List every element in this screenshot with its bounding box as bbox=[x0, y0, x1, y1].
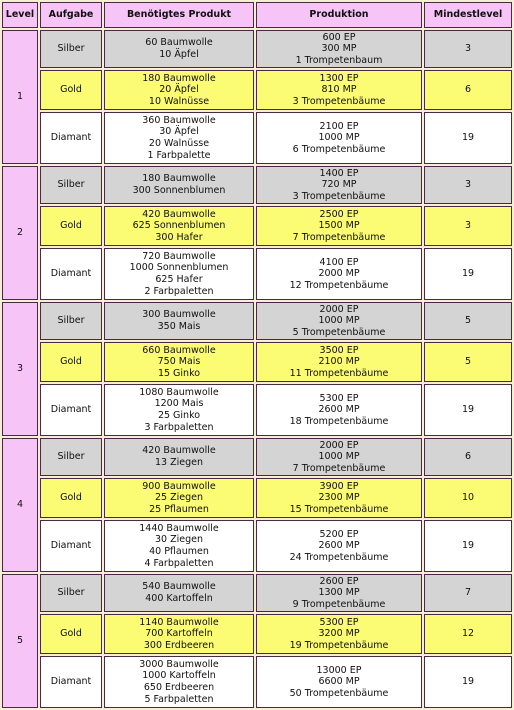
table-row bbox=[2, 30, 512, 68]
produktion-line: 810 MP bbox=[321, 84, 357, 96]
mindestlevel-cell: 3 bbox=[424, 206, 512, 246]
produktion-line: 2000 EP bbox=[319, 439, 359, 451]
produkt-cell bbox=[104, 614, 254, 654]
produkt-line: 400 Kartoffeln bbox=[145, 593, 213, 604]
table-row bbox=[2, 342, 512, 382]
aufgabe-cell: Silber bbox=[40, 302, 102, 340]
produkt-line: 25 Ginko bbox=[157, 410, 201, 421]
produktion-cell bbox=[256, 70, 422, 110]
produktion-line: 3900 EP bbox=[319, 480, 359, 492]
produktion-line: 9 Trompetenbäume bbox=[292, 598, 386, 610]
produktion-line: 3 Trompetenbäume bbox=[292, 190, 386, 202]
table-row bbox=[2, 70, 512, 110]
mindestlevel-cell: 3 bbox=[424, 30, 512, 68]
produktion-line: 5200 EP bbox=[319, 528, 359, 540]
produktion-line: 2000 EP bbox=[319, 303, 359, 315]
produkt-cell bbox=[104, 206, 254, 246]
produktion-cell bbox=[256, 30, 422, 68]
produktion-line: 15 Trompetenbäume bbox=[289, 503, 389, 515]
produktion-cell bbox=[256, 342, 422, 382]
produktion-line: 13000 EP bbox=[316, 664, 362, 676]
produktion-line: 4100 EP bbox=[319, 256, 359, 268]
produkt-line: 1000 Sonnenblumen bbox=[129, 262, 229, 274]
aufgabe-cell: Gold bbox=[40, 206, 102, 246]
table-row bbox=[2, 656, 512, 708]
mindestlevel-cell: 19 bbox=[424, 656, 512, 708]
produktion-line: 24 Trompetenbäume bbox=[289, 551, 389, 563]
produktion-cell bbox=[256, 478, 422, 518]
produktion-line: 2500 EP bbox=[319, 208, 359, 220]
mindestlevel-cell: 5 bbox=[424, 342, 512, 382]
produktion-line: 19 Trompetenbäume bbox=[289, 639, 389, 651]
produkt-line: 625 Hafer bbox=[155, 274, 203, 285]
aufgabe-cell: Silber bbox=[40, 438, 102, 476]
produkt-line: 750 Mais bbox=[157, 356, 201, 368]
produkt-line: 1140 Baumwolle bbox=[139, 616, 219, 628]
aufgabe-cell: Silber bbox=[40, 574, 102, 612]
produkt-line: 1080 Baumwolle bbox=[139, 386, 219, 398]
table-row bbox=[2, 302, 512, 340]
produkt-line: 1000 Kartoffeln bbox=[142, 670, 216, 682]
produktion-line: 1000 MP bbox=[318, 451, 360, 463]
produktion-line: 1000 MP bbox=[318, 315, 360, 327]
produktion-line: 5300 EP bbox=[319, 616, 359, 628]
produkt-cell bbox=[104, 478, 254, 518]
produktion-line: 6600 MP bbox=[318, 676, 360, 688]
produktion-line: 7 Trompetenbäume bbox=[292, 231, 386, 243]
aufgabe-cell: Diamant bbox=[40, 656, 102, 708]
produkt-line: 20 Walnüsse bbox=[148, 138, 210, 149]
produkt-line: 900 Baumwolle bbox=[142, 480, 216, 492]
produktion-cell bbox=[256, 520, 422, 572]
produkt-line: 30 Ziegen bbox=[155, 534, 203, 546]
produkt-line: 350 Mais bbox=[157, 321, 201, 332]
produkt-line: 60 Baumwolle bbox=[145, 37, 213, 49]
produkt-line: 300 Baumwolle bbox=[142, 309, 216, 321]
produktion-line: 1000 MP bbox=[318, 132, 360, 144]
aufgabe-cell: Diamant bbox=[40, 112, 102, 164]
aufgabe-cell: Gold bbox=[40, 614, 102, 654]
produkt-line: 300 Erdbeeren bbox=[143, 639, 215, 651]
produkt-line: 30 Äpfel bbox=[159, 126, 199, 138]
produkt-line: 420 Baumwolle bbox=[142, 208, 216, 220]
produkt-cell bbox=[104, 342, 254, 382]
produkt-line: 1200 Mais bbox=[154, 398, 204, 410]
produktion-line: 11 Trompetenbäume bbox=[289, 367, 389, 379]
produktion-line: 3 Trompetenbäume bbox=[292, 95, 386, 107]
produkt-line: 700 Kartoffeln bbox=[145, 628, 213, 640]
aufgabe-cell: Silber bbox=[40, 166, 102, 204]
produkt-line: 40 Pflaumen bbox=[149, 546, 209, 557]
produktion-cell bbox=[256, 166, 422, 204]
produktion-line: 12 Trompetenbäume bbox=[289, 279, 389, 291]
produkt-line: 15 Ginko bbox=[157, 367, 201, 379]
mindestlevel-cell: 6 bbox=[424, 438, 512, 476]
mindestlevel-cell: 10 bbox=[424, 478, 512, 518]
produktion-line: 1300 MP bbox=[318, 587, 360, 599]
table-row bbox=[2, 206, 512, 246]
produkt-cell bbox=[104, 384, 254, 436]
produktion-line: 720 MP bbox=[321, 179, 357, 191]
mindestlevel-cell: 12 bbox=[424, 614, 512, 654]
produktion-line: 2600 MP bbox=[318, 404, 360, 416]
produkt-line: 3 Farbpaletten bbox=[144, 421, 214, 433]
produkt-line: 3000 Baumwolle bbox=[139, 658, 219, 670]
produkt-line: 420 Baumwolle bbox=[142, 445, 216, 457]
produktion-cell bbox=[256, 574, 422, 612]
produktion-line: 1500 MP bbox=[318, 220, 360, 232]
level-cell: 5 bbox=[2, 574, 38, 708]
produkt-cell bbox=[104, 574, 254, 612]
level-cell: 4 bbox=[2, 438, 38, 572]
table-row bbox=[2, 574, 512, 612]
produkt-line: 25 Ziegen bbox=[155, 492, 203, 504]
aufgabe-cell: Diamant bbox=[40, 520, 102, 572]
produkt-line: 20 Äpfel bbox=[159, 84, 199, 96]
aufgabe-cell: Diamant bbox=[40, 248, 102, 300]
table-row bbox=[2, 384, 512, 436]
produktion-cell bbox=[256, 384, 422, 436]
produkt-line: 4 Farbpaletten bbox=[144, 557, 214, 569]
produktion-line: 2600 MP bbox=[318, 540, 360, 552]
produkt-line: 540 Baumwolle bbox=[142, 581, 216, 593]
aufgabe-cell: Diamant bbox=[40, 384, 102, 436]
produktion-line: 300 MP bbox=[321, 43, 357, 55]
produkt-line: 660 Baumwolle bbox=[142, 344, 216, 356]
produkt-cell bbox=[104, 656, 254, 708]
produktion-line: 1 Trompetenbaum bbox=[295, 54, 383, 66]
aufgabe-cell: Gold bbox=[40, 342, 102, 382]
header-level: Level bbox=[2, 2, 38, 28]
produktion-line: 7 Trompetenbäume bbox=[292, 462, 386, 474]
produktion-cell bbox=[256, 206, 422, 246]
produkt-cell bbox=[104, 112, 254, 164]
produkt-line: 1440 Baumwolle bbox=[139, 522, 219, 534]
produktion-cell bbox=[256, 656, 422, 708]
produkt-line: 625 Sonnenblumen bbox=[132, 220, 226, 232]
produkt-line: 300 Hafer bbox=[155, 231, 203, 243]
mindestlevel-cell: 7 bbox=[424, 574, 512, 612]
table-row bbox=[2, 248, 512, 300]
produkt-line: 720 Baumwolle bbox=[142, 250, 216, 262]
mindestlevel-cell: 19 bbox=[424, 248, 512, 300]
produktion-line: 2300 MP bbox=[318, 492, 360, 504]
mindestlevel-cell: 19 bbox=[424, 112, 512, 164]
produktion-line: 18 Trompetenbäume bbox=[289, 415, 389, 427]
produktion-line: 2000 MP bbox=[318, 268, 360, 280]
aufgabe-cell: Silber bbox=[40, 30, 102, 68]
table-row bbox=[2, 438, 512, 476]
produktion-cell bbox=[256, 614, 422, 654]
header-produkt: Benötigtes Produkt bbox=[104, 2, 254, 28]
produktion-line: 3200 MP bbox=[318, 628, 360, 640]
table-row bbox=[2, 478, 512, 518]
produktion-line: 1400 EP bbox=[319, 167, 359, 179]
produktion-cell bbox=[256, 248, 422, 300]
produkt-cell bbox=[104, 166, 254, 204]
table-row bbox=[2, 520, 512, 572]
produkt-cell bbox=[104, 302, 254, 340]
table-row bbox=[2, 112, 512, 164]
header-mindestlevel: Mindestlevel bbox=[424, 2, 512, 28]
produktion-line: 3500 EP bbox=[319, 344, 359, 356]
mindestlevel-cell: 5 bbox=[424, 302, 512, 340]
produktion-line: 50 Trompetenbäume bbox=[289, 687, 389, 699]
produkt-line: 650 Erdbeeren bbox=[143, 682, 215, 693]
mindestlevel-cell: 19 bbox=[424, 384, 512, 436]
aufgabe-cell: Gold bbox=[40, 70, 102, 110]
produktion-line: 2600 EP bbox=[319, 575, 359, 587]
mindestlevel-cell: 19 bbox=[424, 520, 512, 572]
produkt-cell bbox=[104, 30, 254, 68]
header-produktion: Produktion bbox=[256, 2, 422, 28]
table-row bbox=[2, 166, 512, 204]
produkt-line: 10 Äpfel bbox=[159, 49, 199, 60]
mindestlevel-cell: 3 bbox=[424, 166, 512, 204]
produkt-cell bbox=[104, 438, 254, 476]
produktion-line: 2100 MP bbox=[318, 356, 360, 368]
produkt-line: 25 Pflaumen bbox=[149, 503, 209, 515]
produkt-line: 180 Baumwolle bbox=[142, 72, 216, 84]
produkt-cell bbox=[104, 70, 254, 110]
produktion-line: 5300 EP bbox=[319, 392, 359, 404]
produktion-line: 1300 EP bbox=[319, 72, 359, 84]
mindestlevel-cell: 6 bbox=[424, 70, 512, 110]
produktion-line: 2100 EP bbox=[319, 120, 359, 132]
header-row bbox=[2, 2, 512, 28]
produkt-line: 300 Sonnenblumen bbox=[132, 185, 226, 196]
produktion-cell bbox=[256, 112, 422, 164]
aufgabe-cell: Gold bbox=[40, 478, 102, 518]
level-cell: 2 bbox=[2, 166, 38, 300]
table-row bbox=[2, 614, 512, 654]
level-cell: 1 bbox=[2, 30, 38, 164]
header-aufgabe: Aufgabe bbox=[40, 2, 102, 28]
produkt-cell bbox=[104, 248, 254, 300]
produkt-line: 13 Ziegen bbox=[155, 457, 203, 468]
level-cell: 3 bbox=[2, 302, 38, 436]
produkt-line: 5 Farbpaletten bbox=[144, 693, 214, 705]
produktion-cell bbox=[256, 302, 422, 340]
produkt-line: 1 Farbpalette bbox=[147, 149, 211, 161]
produkt-line: 180 Baumwolle bbox=[142, 173, 216, 185]
produktion-cell bbox=[256, 438, 422, 476]
produktion-line: 6 Trompetenbäume bbox=[292, 143, 386, 155]
produkt-line: 10 Walnüsse bbox=[148, 95, 210, 107]
produkt-line: 2 Farbpaletten bbox=[144, 285, 214, 297]
produkt-line: 360 Baumwolle bbox=[142, 114, 216, 126]
produktion-line: 5 Trompetenbäume bbox=[292, 326, 386, 338]
quest-table-body bbox=[2, 30, 512, 708]
produktion-line: 600 EP bbox=[322, 31, 356, 43]
produkt-cell bbox=[104, 520, 254, 572]
